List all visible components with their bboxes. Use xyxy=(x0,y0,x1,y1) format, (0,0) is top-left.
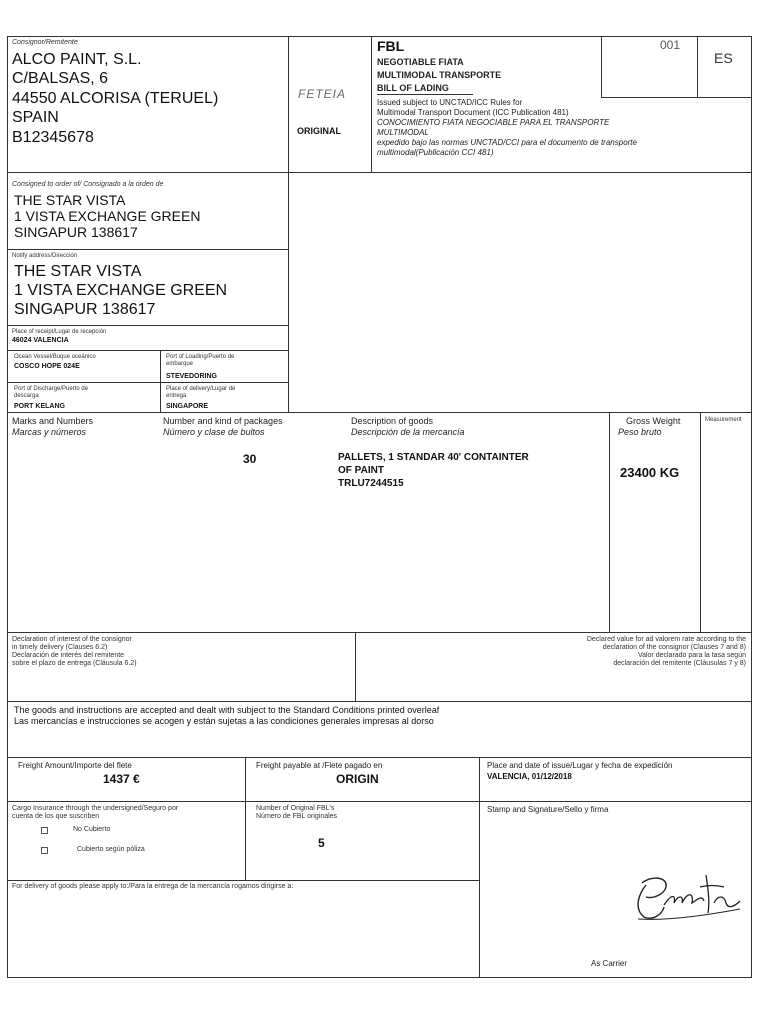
divider xyxy=(288,36,289,172)
packages-header-es: Número y clase de bultos xyxy=(163,427,265,437)
issued-subject-line-2: Multimodal Transport Document (ICC Publication 481) xyxy=(377,108,569,117)
insurance-label-2: cuenta de los que suscriben xyxy=(12,813,100,820)
divider xyxy=(7,382,288,383)
divider xyxy=(700,412,701,632)
goods-description-1: PALLETS, 1 STANDAR 40' CONTAINTER xyxy=(338,452,529,463)
delivery-label: For delivery of goods please apply to:/Para la entrega de la mercancía rogamos dirigirse a: xyxy=(12,883,294,890)
divider xyxy=(160,350,161,412)
port-loading-label-1: Port of Loading/Puerto de xyxy=(166,354,235,360)
not-covered-label: No Cubierto xyxy=(73,826,111,833)
conditions-en: The goods and instructions are accepted and dealt with subject to the Standard Conditions printed overleaf xyxy=(14,705,440,715)
declared-value-1: Declared value for ad valorem rate according to the xyxy=(586,636,746,643)
conditions-es: Las mercancías e instrucciones se acogen y están sujetas a las condiciones generales impresas al dorso xyxy=(14,716,434,726)
description-header: Description of goods xyxy=(351,416,434,426)
port-discharge-label-1: Port of Discharge/Puerto de xyxy=(14,386,89,392)
divider xyxy=(609,412,610,632)
consignor-taxid: B12345678 xyxy=(12,129,94,146)
covered-checkbox[interactable] xyxy=(41,847,48,854)
divider xyxy=(7,350,288,351)
freight-amount-label: Freight Amount/Importe del flete xyxy=(18,761,132,770)
divider xyxy=(7,249,288,250)
place-date-label: Place and date of issue/Lugar y fecha de expedición xyxy=(487,761,673,770)
multimodal-transport: MULTIMODAL TRANSPORTE xyxy=(377,70,502,80)
originals-value: 5 xyxy=(318,836,325,850)
freight-payable-label: Freight payable at /Flete pagado en xyxy=(256,761,383,770)
bill-of-lading: BILL OF LADING xyxy=(377,83,449,93)
freight-payable-value: ORIGIN xyxy=(336,772,379,786)
divider xyxy=(601,36,602,97)
place-delivery-label-1: Place of delivery/Lugar de xyxy=(166,386,236,392)
goods-container: TRLU7244515 xyxy=(338,478,404,489)
declared-value-2: declaration of the consignor (Clauses 7 and 8) xyxy=(602,644,746,651)
divider xyxy=(355,632,356,701)
divider xyxy=(7,801,752,802)
notify-label: Notify address/Dirección xyxy=(12,253,78,259)
divider xyxy=(7,632,752,633)
consignor-street: C/BALSAS, 6 xyxy=(12,70,109,87)
place-receipt-label: Place of receipt/Lugar de recepción xyxy=(12,329,107,335)
originals-label-2: Número de FBL originales xyxy=(256,813,338,820)
notify-address: 1 VISTA EXCHANGE GREEN xyxy=(14,282,228,299)
covered-label: Cubierto según póliza xyxy=(77,846,145,853)
declaration-interest-2: in timely delivery (Clauses 6.2) xyxy=(12,644,108,651)
description-header-es: Descripción de la mercancía xyxy=(351,427,465,437)
spanish-title-line-3: expedido bajo las normas UNCTAD/CCI para el documento de transporte xyxy=(377,138,637,147)
negotiable-fiata: NEGOTIABLE FIATA xyxy=(377,57,464,67)
document-frame xyxy=(7,36,752,978)
packages-header: Number and kind of packages xyxy=(163,416,283,426)
divider xyxy=(7,412,752,413)
place-delivery-value: SINGAPORE xyxy=(166,403,209,410)
notify-name: THE STAR VISTA xyxy=(14,263,142,280)
notify-city: SINGAPUR 138617 xyxy=(14,301,156,318)
consignee-label: Consigned to order of/ Consignado a la orden de xyxy=(12,181,164,188)
spanish-title-line-2: MULTIMODAL xyxy=(377,128,429,137)
consignee-city: SINGAPUR 138617 xyxy=(14,224,138,240)
country-code: ES xyxy=(714,50,733,66)
declaration-interest-4: sobre el plazo de entrega (Cláusula 6.2) xyxy=(12,660,137,667)
as-carrier-label: As Carrier xyxy=(591,959,628,968)
divider xyxy=(371,36,372,172)
port-discharge-label-2: descarga xyxy=(14,393,39,399)
port-loading-label-2: embarque xyxy=(166,361,194,367)
declaration-interest-1: Declaration of interest of the consignor xyxy=(12,636,132,643)
insurance-label-1: Cargo Insurance through the undersigned/Seguro por xyxy=(12,805,179,812)
divider xyxy=(601,97,752,98)
place-date-value: VALENCIA, 01/12/2018 xyxy=(487,772,572,781)
consignor-label: Consignor/Remitente xyxy=(12,39,78,46)
consignor-name: ALCO PAINT, S.L. xyxy=(12,51,142,68)
divider xyxy=(377,94,473,95)
divider xyxy=(697,36,698,97)
consignor-country: SPAIN xyxy=(12,109,59,126)
packages-count: 30 xyxy=(243,452,257,466)
original-mark: ORIGINAL xyxy=(297,126,341,136)
fbl-title: FBL xyxy=(377,38,405,54)
divider xyxy=(7,172,752,173)
issued-subject-line-1: Issued subject to UNCTAD/ICC Rules for xyxy=(377,98,523,107)
consignor-city: 44550 ALCORISA (TERUEL) xyxy=(12,90,219,107)
divider xyxy=(7,880,479,881)
marks-header-es: Marcas y números xyxy=(12,427,87,437)
freight-amount-value: 1437 € xyxy=(103,772,140,786)
gross-weight-value: 23400 KG xyxy=(620,465,680,480)
not-covered-checkbox[interactable] xyxy=(41,827,48,834)
spanish-title-line-1: CONOCIMIENTO FIATA NEGOCIABLE PARA EL TRANSPORTE xyxy=(377,118,610,127)
marks-header: Marks and Numbers xyxy=(12,416,94,426)
divider xyxy=(288,172,289,412)
vessel-value: COSCO HOPE 024E xyxy=(14,363,80,370)
vessel-label: Ocean Vessel/Buque oceánico xyxy=(14,354,96,360)
consignee-name: THE STAR VISTA xyxy=(14,192,126,208)
originals-label-1: Number of Original FBL's xyxy=(256,805,335,812)
divider xyxy=(7,701,752,702)
spanish-title-line-4: multimodal(Publicación CCI 481) xyxy=(377,148,494,157)
declared-value-3: Valor declarado para la tasa según xyxy=(637,652,746,659)
goods-description-2: OF PAINT xyxy=(338,465,384,476)
consignee-address: 1 VISTA EXCHANGE GREEN xyxy=(14,208,201,224)
signature xyxy=(628,865,748,925)
document-number: 001 xyxy=(660,38,681,52)
declared-value-4: declaración del remitente (Cláusulas 7 y 8) xyxy=(613,660,746,667)
stamp-label: Stamp and Signature/Sello y firma xyxy=(487,805,609,814)
place-delivery-label-2: entrega xyxy=(166,393,187,399)
place-receipt-value: 46024 VALENCIA xyxy=(12,337,69,344)
port-discharge-value: PORT KELANG xyxy=(14,403,65,410)
divider xyxy=(245,757,246,880)
gross-weight-header: Gross Weight xyxy=(626,416,681,426)
divider xyxy=(479,757,480,978)
divider xyxy=(7,325,288,326)
gross-weight-header-es: Peso bruto xyxy=(618,427,662,437)
port-loading-value: STEVEDORING xyxy=(166,373,217,380)
measurement-header: Measurement xyxy=(705,417,742,423)
feteia-logo: FETEIA xyxy=(298,87,347,101)
declaration-interest-3: Declaración de interés del remitente xyxy=(12,652,125,659)
divider xyxy=(7,757,752,758)
